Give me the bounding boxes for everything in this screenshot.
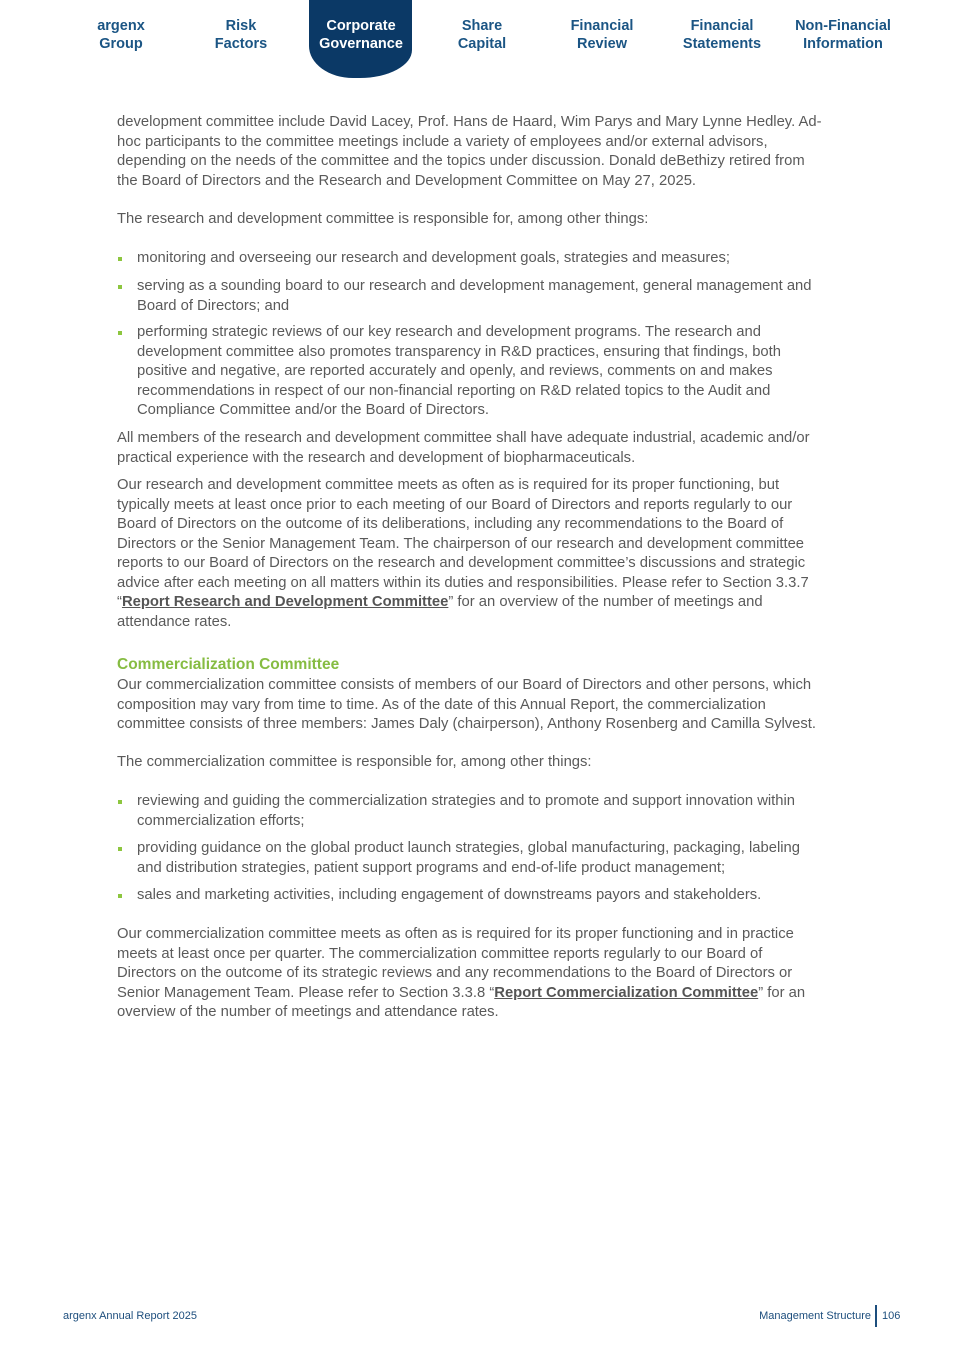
rd-experience-paragraph: All members of the research and development committee shall have adequate industrial, academic and/or practical experience with the research and development of biopharmaceuticals. <box>117 430 810 466</box>
paragraph-text: Our research and development committee meets as often as is required for its proper functioning, but typically meets at least once prior to each meeting of our Board of Directors and reports regularly to our Board of Directors on the outcome of its deliberations, including any recommendations to the Board of Directors or the Senior Management Team. The chairperson of our research and development committee reports to our Board of Directors on the research and development committee’s discussions and strategic advice after each meeting on all matters within its duties and responsibilities. Please refer to Section 3.3.7 “ <box>117 477 809 610</box>
tab-financial-statements[interactable] <box>662 0 782 78</box>
top-navigation <box>0 0 964 80</box>
report-rd-committee-link[interactable]: Report Research and Development Committee <box>121 594 449 610</box>
rd-meetings-paragraph <box>117 476 809 632</box>
list-item-text: serving as a sounding board to our research and development management, general management and Board of Directors; and <box>137 278 812 314</box>
footer-report-title: argenx Annual Report 2025 <box>63 1310 197 1322</box>
paragraph-text: Our commercialization committee meets as often as is required for its proper functioning and in practice meets at least once per quarter. The commercialization committee reports regularly to our Board of Directors on the outcome of its strategic reviews and any recommendations to the Board of Directors or Senior Management Team. Please refer to Section 3.3.8 “ <box>117 926 794 1001</box>
tab-label: Non-Financial Information <box>795 18 891 52</box>
tab-financial-review[interactable] <box>542 0 662 78</box>
tab-label: argenx Group <box>97 18 145 52</box>
tab-label: Corporate Governance <box>319 18 403 52</box>
tab-label: Risk Factors <box>214 18 268 52</box>
rd-intro-paragraph: The research and development committee is responsible for, among other things: <box>117 211 649 227</box>
list-item <box>117 886 857 906</box>
tab-argenx-group[interactable] <box>61 0 181 78</box>
page-number: 106 <box>882 1310 901 1322</box>
list-item-text: monitoring and overseeing our research and development goals, strategies and measures; <box>137 250 731 266</box>
footer-divider <box>875 1305 877 1327</box>
bullet-icon <box>118 285 122 289</box>
bullet-icon <box>118 257 122 261</box>
list-item <box>117 249 857 269</box>
list-item <box>117 277 857 314</box>
paragraph-text: ” for an overview of the number of meetings and attendance rates. <box>117 594 763 630</box>
tab-share-capital[interactable] <box>422 0 542 78</box>
paragraph-text: ” for an overview of the number of meetings and attendance rates. <box>117 984 806 1020</box>
tab-label: Financial Statements <box>682 18 762 52</box>
list-item-text: providing guidance on the global product launch strategies, global manufacturing, packaging, labeling and distribution strategies, patient support programs and end-of-life product management; <box>137 840 801 876</box>
tab-label: Share Capital <box>457 18 507 52</box>
list-item <box>117 792 857 829</box>
list-item-text: performing strategic reviews of our key research and development programs. The research and development committee also promotes transparency in R&D practices, ensuring that findings, both positive and negative, are reported accurately and openly, and reviews, comments on and makes recommendations in respect of our non-financial reporting on R&D related topics to the Audit and Compliance Committee and/or the Board of Directors. <box>137 324 781 418</box>
bullet-icon <box>118 800 122 804</box>
bullet-icon <box>118 847 122 851</box>
tab-corporate-governance[interactable] <box>301 0 421 78</box>
list-item <box>117 323 857 418</box>
com-members-paragraph: Our commercialization committee consists of members of our Board of Directors and other persons, which composition may vary from time to time. As of the date of this Annual Report, the commercialization committee consists of three members: James Daly (chairperson), Anthony Rosenberg and Camilla Sylvest. <box>117 677 817 732</box>
list-item <box>117 839 857 876</box>
footer-section-name: Management Structure <box>759 1310 871 1322</box>
list-item-text: reviewing and guiding the commercialization strategies and to promote and support innovation within commercialization efforts; <box>137 793 796 829</box>
com-intro-paragraph: The commercialization committee is responsible for, among other things: <box>117 754 592 770</box>
rd-members-paragraph: development committee include David Lacey, Prof. Hans de Haard, Wim Parys and Mary Lynne Hedley. Ad- hoc participants to the committee meetings include a variety of employees and/or external advisors, depending on the needs of the committee and the topics under discussion. Donald deBethizy retired from the Board of Directors and the Research and Development Committee on May 27, 2025. <box>117 114 822 189</box>
bullet-icon <box>118 894 122 898</box>
tab-risk-factors[interactable] <box>181 0 301 78</box>
bullet-icon <box>118 331 122 335</box>
com-meetings-paragraph <box>117 925 805 1023</box>
tab-non-financial-information[interactable] <box>783 0 903 78</box>
tab-label: Financial Review <box>570 18 634 52</box>
list-item-text: sales and marketing activities, including engagement of downstreams payors and stakeholders. <box>137 887 762 903</box>
section-heading: Commercialization Committee <box>117 656 340 673</box>
report-commercialization-committee-link[interactable]: Report Commercialization Committee <box>494 984 759 1001</box>
